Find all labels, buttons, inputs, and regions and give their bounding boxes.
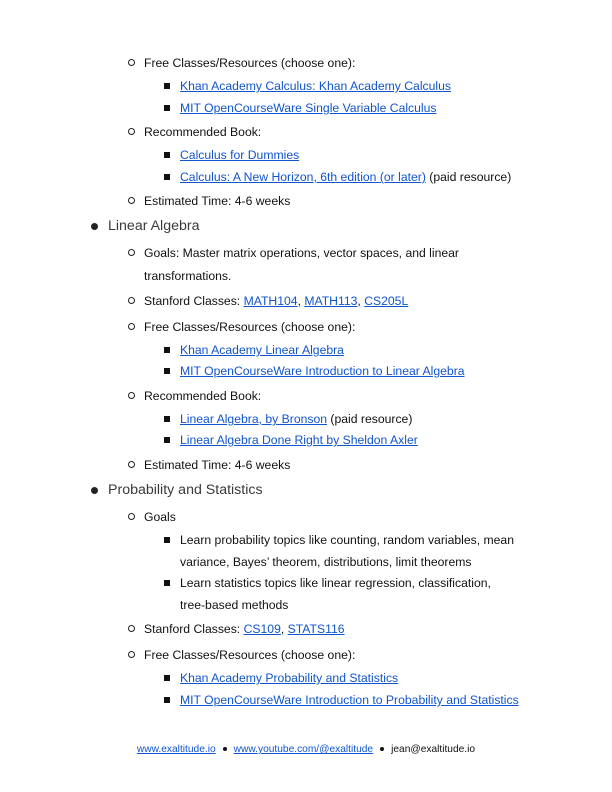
- link-linear-algebra-bronson[interactable]: Linear Algebra, by Bronson: [180, 412, 328, 426]
- ps-goal2-line2: tree-based methods: [180, 598, 289, 612]
- separator: ,: [357, 294, 361, 308]
- paid-resource-note: (paid resource): [330, 412, 413, 426]
- paid-resource-note: (paid resource): [429, 170, 512, 184]
- circle-bullet-icon: [128, 59, 135, 66]
- link-calculus-new-horizon[interactable]: Calculus: A New Horizon, 6th edition (or later): [180, 170, 426, 184]
- square-bullet-icon: [164, 697, 170, 703]
- square-bullet-icon: [164, 416, 170, 422]
- heading-probability-statistics: Probability and Statistics: [108, 482, 263, 498]
- circle-bullet-icon: [128, 197, 135, 204]
- link-cs109[interactable]: CS109: [243, 622, 281, 636]
- footer-dot-icon: [223, 747, 227, 751]
- separator: ,: [280, 622, 285, 636]
- ps-goal2-line1: Learn statistics topics like linear regression, classification,: [180, 576, 491, 590]
- ps-goal1-line2: variance, Bayes’ theorem, distributions, limit theorems: [180, 555, 472, 569]
- calc-free-label: Free Classes/Resources (choose one):: [144, 56, 356, 70]
- link-math104[interactable]: MATH104: [243, 294, 298, 308]
- link-mit-calculus[interactable]: MIT OpenCourseWare Single Variable Calculus: [180, 101, 437, 115]
- la-goals-line1: Goals: Master matrix operations, vector spaces, and linear: [144, 246, 459, 260]
- la-book-label: Recommended Book:: [144, 389, 262, 403]
- link-math113[interactable]: MATH113: [304, 294, 358, 308]
- footer-youtube-link[interactable]: www.youtube.com/@exaltitude: [233, 744, 374, 755]
- square-bullet-icon: [164, 83, 170, 89]
- square-bullet-icon: [164, 152, 170, 158]
- link-linear-algebra-done-right[interactable]: Linear Algebra Done Right by Sheldon Axler: [180, 433, 418, 447]
- link-khan-calculus[interactable]: Khan Academy Calculus: Khan Academy Calculus: [180, 79, 451, 93]
- link-stats116[interactable]: STATS116: [287, 622, 345, 636]
- ps-free-label: Free Classes/Resources (choose one):: [144, 648, 356, 662]
- disc-bullet-icon: [91, 487, 98, 494]
- la-goals-line2: transformations.: [144, 269, 232, 283]
- square-bullet-icon: [164, 105, 170, 111]
- square-bullet-icon: [164, 368, 170, 374]
- disc-bullet-icon: [91, 223, 98, 230]
- la-stanford-row: [144, 294, 408, 309]
- circle-bullet-icon: [128, 513, 135, 520]
- footer-email: jean@exaltitude.io: [391, 744, 476, 755]
- ps-stanford-label: Stanford Classes:: [144, 622, 241, 636]
- heading-linear-algebra: Linear Algebra: [108, 218, 200, 234]
- ps-stanford-row: [144, 622, 345, 637]
- page-footer: [0, 744, 612, 755]
- square-bullet-icon: [164, 174, 170, 180]
- link-cs205l[interactable]: CS205L: [364, 294, 409, 308]
- circle-bullet-icon: [128, 323, 135, 330]
- link-calculus-for-dummies[interactable]: Calculus for Dummies: [180, 148, 300, 162]
- square-bullet-icon: [164, 580, 170, 586]
- footer-website-link[interactable]: www.exaltitude.io: [136, 744, 216, 755]
- footer-dot-icon: [380, 747, 384, 751]
- square-bullet-icon: [164, 675, 170, 681]
- square-bullet-icon: [164, 347, 170, 353]
- circle-bullet-icon: [128, 297, 135, 304]
- la-stanford-label: Stanford Classes:: [144, 294, 241, 308]
- circle-bullet-icon: [128, 651, 135, 658]
- link-khan-probability[interactable]: Khan Academy Probability and Statistics: [180, 671, 399, 685]
- calc-time: Estimated Time: 4-6 weeks: [144, 194, 291, 208]
- circle-bullet-icon: [128, 392, 135, 399]
- la-time: Estimated Time: 4-6 weeks: [144, 458, 291, 472]
- circle-bullet-icon: [128, 249, 135, 256]
- link-mit-probability[interactable]: MIT OpenCourseWare Introduction to Probability and Statistics: [180, 693, 519, 707]
- separator: ,: [297, 294, 301, 308]
- ps-goal1-line1: Learn probability topics like counting, random variables, mean: [180, 533, 514, 547]
- calc-book-label: Recommended Book:: [144, 125, 262, 139]
- circle-bullet-icon: [128, 128, 135, 135]
- circle-bullet-icon: [128, 461, 135, 468]
- link-mit-linear-algebra[interactable]: MIT OpenCourseWare Introduction to Linear Algebra: [180, 364, 465, 378]
- link-khan-linear-algebra[interactable]: Khan Academy Linear Algebra: [180, 343, 344, 357]
- la-free-label: Free Classes/Resources (choose one):: [144, 320, 356, 334]
- ps-goals-label: Goals: [144, 510, 176, 524]
- square-bullet-icon: [164, 537, 170, 543]
- circle-bullet-icon: [128, 625, 135, 632]
- square-bullet-icon: [164, 437, 170, 443]
